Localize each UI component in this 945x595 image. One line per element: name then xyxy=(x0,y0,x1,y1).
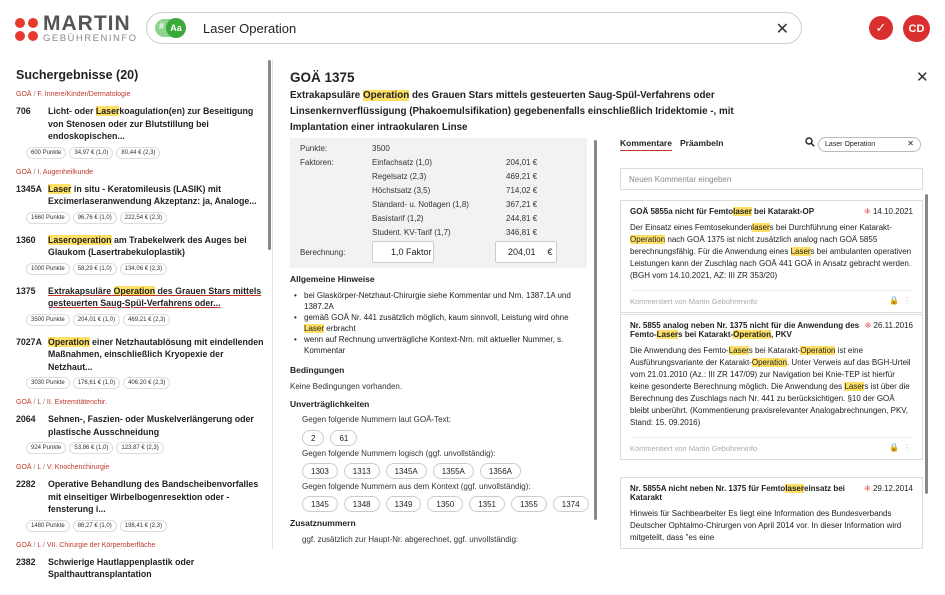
code-chip[interactable]: 1345 xyxy=(302,496,338,512)
result-text[interactable]: Laseroperation am Trabekelwerk des Auges bei Glaukom (Lasertrabekuloplastik) xyxy=(48,234,247,257)
check-icon[interactable]: ✓ xyxy=(869,16,893,40)
comment-body: Hinweis für Sachbearbeiter Es liegt eine Information des Bundesverbands Deutscher Ophtalmo-Chirurgen von April 2014 vor. In dieser Information wird mitgeteilt, dass "es eine xyxy=(630,509,902,542)
price-tag: 469,21 € (2,3) xyxy=(123,314,170,326)
incompat-label-3: Gegen folgende Nummern aus dem Kontext (ggf. unvollständig): xyxy=(302,482,531,491)
code-description: Extrakapsuläre Operation des Grauen Stars mittels gesteuerten Saug-Spül-Verfahrens oder Linsenkernverflüssigung (Phakoemulsifikation) gegebenenfalls einschließlich Iridektomie -, mit Implantation einer intraokularen Linse xyxy=(290,90,734,133)
result-text[interactable]: Laser in situ - Keratomileusis (LASIK) mit Excimerlaseranwendung Akzeptanz: ja, Analoge... xyxy=(48,183,257,206)
result-text[interactable]: Extrakapsuläre Operation des Grauen Stars mittels gesteuerten Saug-Spül-Verfahrens oder... xyxy=(48,285,262,308)
conditions-text: Keine Bedingungen vorhanden. xyxy=(290,382,403,391)
price-tag: 204,01 € (1,0) xyxy=(73,314,120,326)
result-number: 1375 xyxy=(16,285,36,296)
result-text[interactable]: Schwierige Hautlappenplastik oder Spalthauttransplantation xyxy=(48,556,195,579)
code-chip[interactable]: 2 xyxy=(302,430,324,446)
logo-mark xyxy=(15,18,38,41)
price-tag: 176,61 € (1,0) xyxy=(73,377,120,389)
breadcrumb[interactable] xyxy=(16,169,264,176)
breadcrumb-part[interactable]: L xyxy=(37,464,42,471)
amount-input[interactable]: 204,01 € xyxy=(495,241,557,263)
result-item[interactable] xyxy=(16,183,264,208)
factor-name: Student. KV-Tarif (1,7) xyxy=(372,228,451,237)
page-title: GOÄ 1375 xyxy=(290,70,355,85)
breadcrumb-sep: / xyxy=(31,541,38,549)
comment-title: Nr. 5855A nicht neben Nr. 1375 für Femtolasereinsatz bei Katarakt xyxy=(630,484,845,502)
more-icon[interactable]: ⋮ xyxy=(903,443,911,452)
highlight: Laser xyxy=(48,183,72,194)
comment-title: Nr. 5855 analog neben Nr. 1375 nicht für die Anwendung des Femto-Lasers bei Katarakt-Operation, PKV xyxy=(630,321,860,339)
highlight: laser xyxy=(752,223,770,232)
incompat-title: Unverträglichkeiten xyxy=(290,399,370,409)
factor-amount: 244,81 € xyxy=(506,214,538,223)
highlight: Operation xyxy=(733,330,771,339)
price-tag: 198,41 € (2,3) xyxy=(120,520,167,532)
comment-author: Kommentiert von Martin Gebühreninfo xyxy=(630,297,758,306)
result-item[interactable] xyxy=(16,105,264,143)
result-item[interactable] xyxy=(16,478,264,516)
results-panel xyxy=(0,60,272,579)
incompat-label-1: Gegen folgende Nummern laut GOÄ-Text: xyxy=(302,415,451,424)
comment-date xyxy=(864,207,913,216)
price-tag: 222,54 € (2,3) xyxy=(120,212,167,224)
avatar[interactable]: CD xyxy=(903,15,930,42)
search-icon[interactable] xyxy=(805,137,815,150)
breadcrumb[interactable] xyxy=(16,464,264,471)
breadcrumb-part[interactable]: GOÄ xyxy=(16,541,32,549)
comment-date xyxy=(864,484,913,502)
extra-text: ggf. zusätzlich zur Haupt-Nr. abgerechnet, ggf. unvollständig: xyxy=(302,535,519,544)
comment-footer xyxy=(630,290,913,312)
highlight: Laser xyxy=(728,346,749,355)
highlight: Laseroperation xyxy=(48,234,112,245)
panel-divider xyxy=(272,60,273,550)
flag-icon[interactable]: ⁜ xyxy=(864,207,873,216)
comments-panel xyxy=(618,60,931,550)
result-item[interactable] xyxy=(16,556,264,581)
app-header xyxy=(0,0,945,60)
code-chip[interactable]: 1374 xyxy=(553,496,589,512)
hints-title: Allgemeine Hinweise xyxy=(290,274,375,284)
result-text[interactable]: Sehnen-, Faszien- oder Muskelverlängerung oder plastische Ausschneidung xyxy=(48,414,254,437)
factors-label: Faktoren: xyxy=(300,158,334,167)
highlight: Laser xyxy=(844,382,865,391)
factor-amount: 204,01 € xyxy=(506,158,538,167)
price-tag: 34,97 € (1,0) xyxy=(69,147,113,159)
result-tags xyxy=(26,212,264,224)
comment-date xyxy=(865,321,913,339)
tab-comments[interactable]: Kommentare xyxy=(620,138,672,151)
comment-title: GOÄ 5855a nicht für Femtolaser bei Katarakt-OP xyxy=(630,207,815,216)
comment-author: Kommentiert von Martin Gebühreninfo xyxy=(630,444,758,453)
breadcrumb-sep: / xyxy=(41,464,47,471)
logo-name: MARTIN xyxy=(43,12,131,35)
breadcrumb-part[interactable]: VII. Chirurgie der Körperoberfläche xyxy=(46,541,156,549)
breadcrumb-part[interactable]: II. Extremitätenchir. xyxy=(46,399,107,406)
factor-name: Standard- u. Notlagen (1,8) xyxy=(372,200,469,209)
conditions-title: Bedingungen xyxy=(290,365,345,375)
highlight: Operation xyxy=(751,358,787,367)
case-toggle-knob: Aa xyxy=(166,18,186,38)
comment-card xyxy=(620,200,923,313)
code-chip[interactable]: 1351 xyxy=(469,496,505,512)
breadcrumb[interactable] xyxy=(16,399,264,406)
clear-search-icon[interactable]: ✕ xyxy=(775,21,789,38)
highlight: Operation xyxy=(800,346,836,355)
price-tag: 86,27 € (1,0) xyxy=(73,520,117,532)
breadcrumb-sep: / xyxy=(41,541,47,549)
price-tag: 58,29 € (1,0) xyxy=(73,263,117,275)
results-title: Suchergebnisse (20) xyxy=(16,68,139,82)
result-number: 1360 xyxy=(16,234,36,245)
code-chip[interactable]: 1355A xyxy=(433,463,474,479)
result-tags xyxy=(26,263,264,275)
breadcrumb-part[interactable]: GOÄ xyxy=(16,168,32,176)
comment-tabs xyxy=(620,138,723,148)
hints-list xyxy=(294,290,584,356)
highlight: laser xyxy=(785,484,804,493)
price-tag: 123,87 € (2,3) xyxy=(116,442,163,454)
case-toggle[interactable] xyxy=(155,19,185,37)
result-item[interactable] xyxy=(16,336,264,374)
price-tag: 53,86 € (1,0) xyxy=(69,442,113,454)
highlight: laser xyxy=(733,207,752,216)
comment-card xyxy=(620,314,923,460)
breadcrumb-part[interactable]: F. Innere/Kinder/Dermatologie xyxy=(37,91,131,98)
result-item[interactable] xyxy=(16,285,264,310)
hint-item: • gemäß GOÄ Nr. 441 zusätzlich möglich, kaum sinnvoll, Leistung wird ohne Laser erbracht xyxy=(294,312,584,334)
breadcrumb-part[interactable]: V. Knochenchirurgie xyxy=(46,464,110,471)
factor-name: Höchstsatz (3,5) xyxy=(372,186,431,195)
price-tag: 3500 Punkte xyxy=(26,314,70,326)
code-chip[interactable]: 1356A xyxy=(480,463,521,479)
factor-amount: 346,81 € xyxy=(506,228,538,237)
code-chip[interactable]: 1313 xyxy=(344,463,380,479)
price-tag: 406,20 € (2,3) xyxy=(123,377,170,389)
points-label: Punkte: xyxy=(300,144,328,153)
price-tag: 1660 Punkte xyxy=(26,212,70,224)
breadcrumb-sep: / xyxy=(31,168,38,176)
breadcrumb-part[interactable]: L xyxy=(37,399,42,406)
factor-amount: 469,21 € xyxy=(506,172,538,181)
result-tags xyxy=(26,442,264,454)
price-tag: 1000 Punkte xyxy=(26,263,70,275)
code-chip[interactable]: 1303 xyxy=(302,463,338,479)
incompat-chips-1 xyxy=(302,430,363,446)
flag-icon[interactable]: ⁜ xyxy=(864,484,873,493)
comment-date-text: 14.10.2021 xyxy=(872,207,913,216)
search-input[interactable]: Laser Operation xyxy=(203,20,297,36)
search-bar[interactable] xyxy=(146,12,802,44)
points-value: 3500 xyxy=(372,144,390,153)
comment-body: Die Anwendung des Femto-Lasers bei Katarakt-Operation ist eine Ausführungsvariante der Katarakt-Operation. Unter Verweis auf das BGH-Urteil vom 21.01.2010 (Az.: III ZR 147/09) zur Navigation bei Knie-TEP ist hierfür keine gesonderte Berechnung möglich. Die Anwendung des Lasers ist über die Berechnung des Zuschlags nach Nr. 441 zu berücksichtigen. §10 der GOÄ bleibt unberührt. (Kommentierung praxisrelevanter Analogabrechnungen, PKV, Stand: 15. 09.2016) xyxy=(630,346,911,427)
highlight: Laser xyxy=(790,247,811,256)
result-number: 2382 xyxy=(16,556,36,567)
highlight: Operation xyxy=(113,285,156,296)
price-tag: 80,44 € (2,3) xyxy=(116,147,160,159)
code-chip[interactable]: 1355 xyxy=(511,496,547,512)
factor-amount: 367,21 € xyxy=(506,200,538,209)
code-chip[interactable]: 1348 xyxy=(344,496,380,512)
result-number: 1345A xyxy=(16,183,42,194)
logo-sub: GEBÜHRENINFO xyxy=(43,33,138,44)
comment-date-text: 26.11.2016 xyxy=(873,321,913,330)
result-tags xyxy=(26,314,264,326)
more-icon[interactable]: ⋮ xyxy=(903,296,911,305)
comments-scrollbar[interactable] xyxy=(925,194,928,494)
hint-item: • bei Glaskörper-Netzhaut-Chirurgie siehe Kommentar und Nrn. 1387.1A und 1387.2A xyxy=(294,290,584,312)
incompat-label-2: Gegen folgende Nummern logisch (ggf. unvollständig): xyxy=(302,449,496,458)
comment-header xyxy=(630,484,913,502)
price-tag: 924 Punkte xyxy=(26,442,66,454)
highlight: Operation xyxy=(630,235,666,244)
factor-name: Regelsatz (2,3) xyxy=(372,172,427,181)
factor-name: Einfachsatz (1,0) xyxy=(372,158,433,167)
clear-comment-search-icon[interactable]: ✕ xyxy=(907,139,914,148)
new-comment-input[interactable]: Neuen Kommentar eingeben xyxy=(620,168,923,190)
flag-icon[interactable]: ⁜ xyxy=(864,321,874,330)
hash-label: # xyxy=(159,21,165,31)
result-number: 7027A xyxy=(16,336,42,347)
factor-input[interactable]: 1,0 Faktor xyxy=(372,241,434,263)
breadcrumb-sep: / xyxy=(31,399,38,406)
code-chip[interactable]: 1349 xyxy=(386,496,422,512)
breadcrumb[interactable] xyxy=(16,91,264,98)
logo[interactable] xyxy=(15,14,138,44)
breadcrumb-sep: / xyxy=(31,464,38,471)
price-tag: 600 Punkte xyxy=(26,147,66,159)
results-list xyxy=(16,91,264,595)
comment-header xyxy=(630,207,913,216)
price-box xyxy=(290,138,587,268)
extra-title: Zusatznummern xyxy=(290,518,356,528)
result-tags xyxy=(26,377,264,389)
highlight: Operation xyxy=(48,336,90,347)
result-spacer xyxy=(16,585,264,595)
lock-icon: 🔒 xyxy=(889,296,899,305)
factor-amount: 714,02 € xyxy=(506,186,538,195)
breadcrumb-part[interactable]: I. Augenheilkunde xyxy=(37,168,94,176)
incompat-chips-3 xyxy=(302,496,595,512)
comment-card xyxy=(620,477,923,549)
breadcrumb-sep: / xyxy=(31,91,38,98)
comment-date-text: 29.12.2014 xyxy=(872,484,913,493)
comment-footer xyxy=(630,437,913,459)
highlight: Laser xyxy=(95,106,120,116)
breadcrumb[interactable] xyxy=(16,542,264,549)
breadcrumb-part[interactable]: GOÄ xyxy=(16,91,32,98)
result-tags xyxy=(26,147,264,159)
price-tag: 96,76 € (1,0) xyxy=(73,212,117,224)
price-tag: 1480 Punkte xyxy=(26,520,70,532)
result-item[interactable] xyxy=(16,413,264,438)
result-number: 2064 xyxy=(16,414,36,424)
price-tag: 134,06 € (2,3) xyxy=(120,263,167,275)
lock-icon: 🔒 xyxy=(889,443,899,452)
result-tags xyxy=(26,520,264,532)
results-scrollbar[interactable] xyxy=(268,60,271,250)
breadcrumb-part[interactable]: L xyxy=(37,541,42,549)
code-chip[interactable]: 1350 xyxy=(427,496,463,512)
comment-search-input[interactable]: Laser Operation ✕ xyxy=(818,137,921,152)
result-text[interactable]: Operative Behandlung des Bandscheibenvorfalles mit einseitiger Wirbelbogenresektion oder -fensterung i... xyxy=(48,479,259,514)
incompat-chips-2 xyxy=(302,463,527,479)
highlight: Laser xyxy=(656,330,679,339)
tab-preambles[interactable]: Präambeln xyxy=(679,138,724,148)
breadcrumb-sep: / xyxy=(41,399,47,406)
breadcrumb-part[interactable]: GOÄ xyxy=(16,399,32,406)
calc-label: Berechnung: xyxy=(300,248,346,257)
result-number: 2282 xyxy=(16,479,36,489)
breadcrumb-part[interactable]: GOÄ xyxy=(16,464,32,471)
result-text[interactable]: Operation einer Netzhautablösung mit eindellenden Maßnahmen, einschließlich Kryopexie der Netzhaut... xyxy=(48,336,264,372)
comment-body: Der Einsatz eines Femtosekundenlasers bei Durchführung einer Katarakt-Operation nach GOÄ 1375 ist nicht zusätzlich analog nach GOÄ 5855 berechnungsfähig. Für die Anwendung eines Lasers bei ambulanten operativen Leistungen kann der Zuschlag nach GOÄ 441 GOÄ in Ansatz gebracht werden. (BGH vom 14.10.2021, AZ: III ZR 353/20) xyxy=(630,223,912,280)
code-chip[interactable]: 61 xyxy=(330,430,357,446)
result-text[interactable]: Licht- oder Laserkoagulation(en) zur Beseitigung von Stenosen oder zur Blutstillung bei endoskopischen... xyxy=(48,106,254,141)
hint-item: • wenn auf Rechnung unverträgliche Kontext-Nrn. mit aktueller Nummer, s. Kommentar xyxy=(294,334,584,356)
price-tag: 3030 Punkte xyxy=(26,377,70,389)
code-chip[interactable]: 1345A xyxy=(386,463,427,479)
factor-name: Basistarif (1,2) xyxy=(372,214,424,223)
close-icon[interactable]: ✕ xyxy=(916,69,929,86)
comment-header xyxy=(630,321,913,339)
result-number: 706 xyxy=(16,106,31,116)
result-item[interactable] xyxy=(16,234,264,259)
detail-scrollbar[interactable] xyxy=(594,140,597,520)
